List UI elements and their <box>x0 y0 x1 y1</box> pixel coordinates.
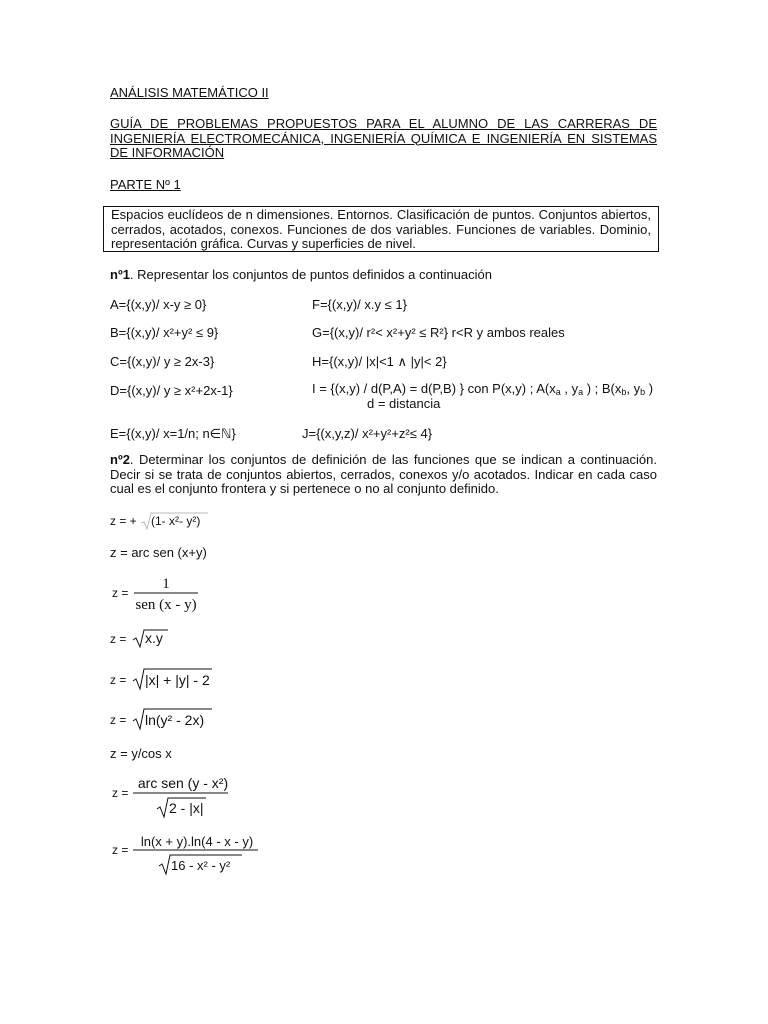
set-i-text: ) ; B(x <box>583 381 622 396</box>
function-6-lhs: z = <box>110 713 127 727</box>
function-6-formula <box>110 707 230 733</box>
set-b: B={(x,y)/ x²+y² ≤ 9} <box>110 325 219 340</box>
set-g: G={(x,y)/ r²< x²+y² ≤ R²} r<R y ambos reales <box>312 325 565 340</box>
topics-text: Espacios euclídeos de n dimensiones. Entornos. Clasificación de puntos. Conjuntos abiertos, cerrados, acotados, conexos. Funciones de dos variables. Funciones de variables. Dominio, representación gráfica. Curvas y superficies de nivel. <box>111 207 651 251</box>
function-6 <box>110 707 230 736</box>
function-7: z = y/cos x <box>110 746 172 761</box>
function-9-formula <box>110 830 270 876</box>
function-4 <box>110 627 200 654</box>
guide-title: GUÍA DE PROBLEMAS PROPUESTOS PARA EL ALUMNO DE LAS CARRERAS DE INGENIERÍA ELECTROMECÁNICA, INGENIERÍA QUÍMICA E INGENIERÍA EN SISTEMAS DE INFORMACIÓN <box>110 116 657 160</box>
function-9-lhs: z = <box>112 843 129 857</box>
function-9-denominator: 16 - x² - y² <box>171 858 231 873</box>
problem2-number: nº2 <box>110 452 130 467</box>
set-d: D={(x,y)/ y ≥ x²+2x-1} <box>110 383 233 398</box>
function-2: z = arc sen (x+y) <box>110 545 207 560</box>
set-i-sub: a <box>578 387 584 397</box>
function-9 <box>110 830 270 879</box>
problem2-paragraph <box>110 453 657 497</box>
function-5-radicand: |x| + |y| - 2 <box>145 672 210 688</box>
set-i-sub: b <box>621 387 627 397</box>
function-3-formula <box>110 572 230 616</box>
function-1-lhs: z = + <box>110 514 137 528</box>
function-4-formula <box>110 627 200 651</box>
function-3-denominator: sen (x - y) <box>135 597 197 613</box>
function-8-numerator: arc sen (y - x²) <box>137 775 229 791</box>
set-a: A={(x,y)/ x-y ≥ 0} <box>110 297 207 312</box>
set-i-text: , y <box>560 381 579 396</box>
function-5 <box>110 667 230 696</box>
function-5-lhs: z = <box>110 673 127 687</box>
set-i-note: d = distancia <box>367 396 441 411</box>
part-heading: PARTE Nº 1 <box>110 177 181 192</box>
function-4-lhs: z = <box>110 632 127 646</box>
set-i-text: I = {(x,y) / d(P,A) = d(P,B) } con P(x,y) ; A(x <box>312 381 556 396</box>
set-i <box>312 381 653 396</box>
function-8 <box>110 772 240 823</box>
topics-box <box>103 206 659 252</box>
function-8-denominator: 2 - |x| <box>169 800 204 816</box>
course-title: ANÁLISIS MATEMÁTICO II <box>110 85 269 100</box>
set-i-text: ) <box>645 381 654 396</box>
function-1-formula <box>110 510 250 532</box>
function-6-radicand: ln(y² - 2x) <box>145 712 205 728</box>
function-3-numerator: 1 <box>162 576 170 592</box>
set-f: F={(x,y)/ x.y ≤ 1} <box>312 297 407 312</box>
problem1-heading <box>110 267 492 282</box>
function-9-numerator: ln(x + y).ln(4 - x - y) <box>140 834 254 849</box>
function-1 <box>110 510 250 535</box>
function-4-radicand: x.y <box>145 630 163 646</box>
function-1-radicand: (1- x²- y²) <box>151 514 201 528</box>
set-i-sub: b <box>640 387 646 397</box>
problem1-statement: . Representar los conjuntos de puntos definidos a continuación <box>129 267 492 282</box>
function-5-formula <box>110 667 230 693</box>
problem2-statement: . Determinar los conjuntos de definición de las funciones que se indican a continuación. Decir si se trata de conjuntos abiertos, cerrados, conexos y/o acotados. Indicar en cada caso cual es el conjunto frontera y si pertenece o no al conjunto definido. <box>110 452 657 496</box>
function-8-formula <box>110 772 240 820</box>
function-3-lhs: z = <box>112 586 129 600</box>
set-c: C={(x,y)/ y ≥ 2x-3} <box>110 354 215 369</box>
function-8-lhs: z = <box>112 786 129 800</box>
set-e: E={(x,y)/ x=1/n; n∈ℕ} <box>110 426 236 441</box>
set-j: J={(x,y,z)/ x²+y²+z²≤ 4} <box>302 426 433 441</box>
function-3 <box>110 572 230 619</box>
problem1-number: nº1 <box>110 267 130 282</box>
set-i-text: , y <box>626 381 641 396</box>
set-i-sub: a <box>555 387 561 397</box>
set-h: H={(x,y)/ |x|<1 ∧ |y|< 2} <box>312 354 447 369</box>
